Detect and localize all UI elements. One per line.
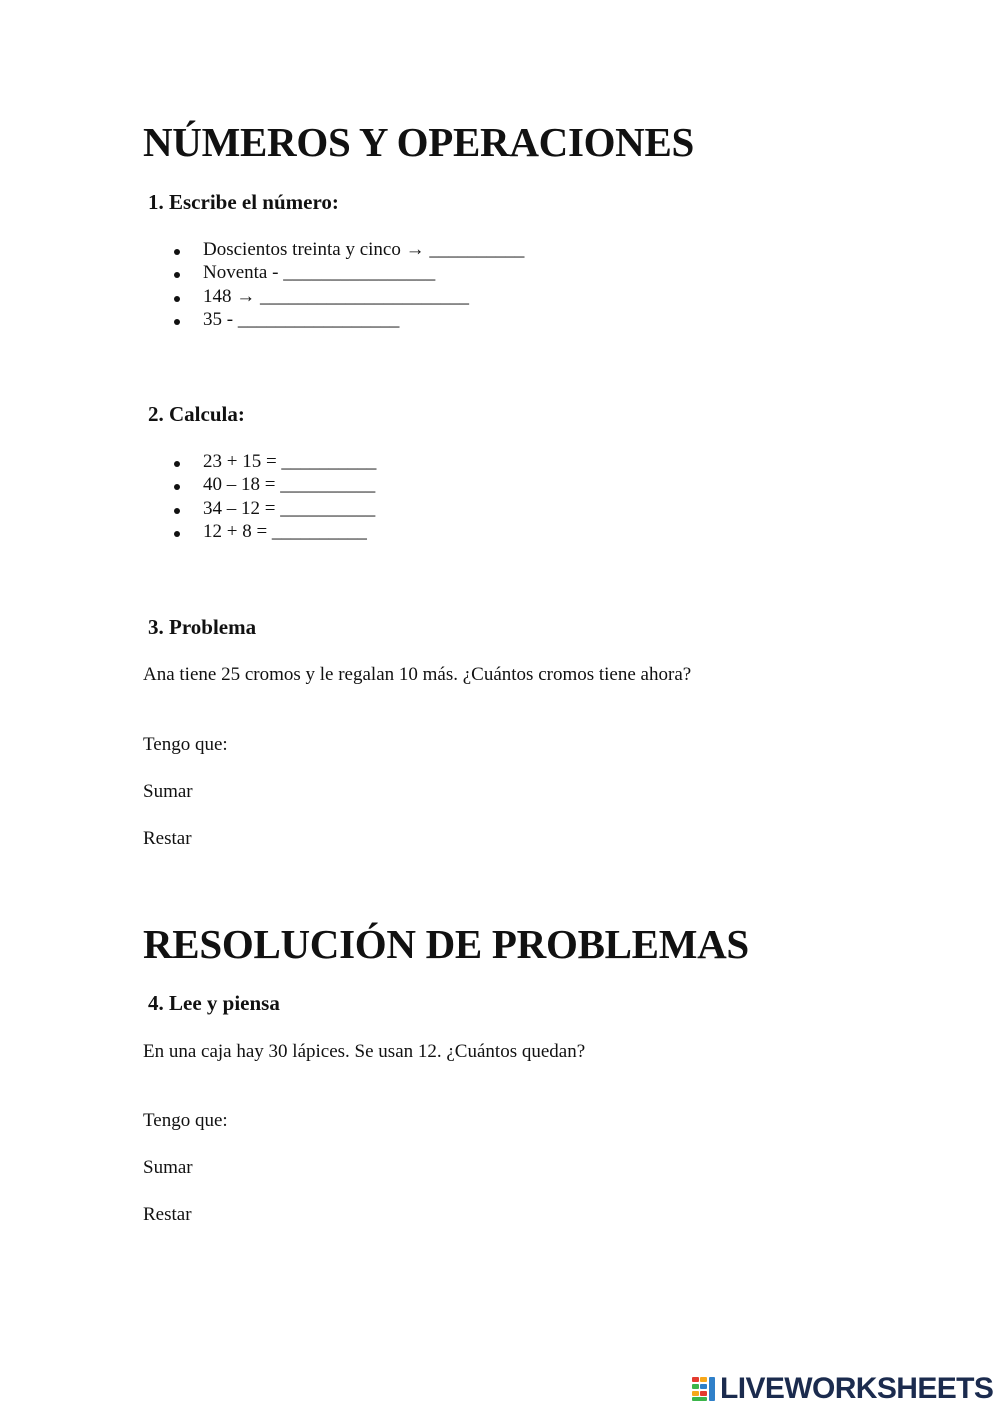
bullet — [174, 484, 180, 490]
list-item: 148 → ______________________ — [203, 286, 469, 307]
logo-wordmark: LIVEWORKSHEETS — [720, 1372, 994, 1405]
list-item: 40 – 18 = __________ — [203, 474, 376, 495]
bullet — [174, 531, 180, 537]
bullet — [174, 461, 180, 467]
liveworksheets-logo-icon — [692, 1376, 716, 1402]
question-2-heading: 2. Calcula: — [148, 402, 245, 426]
problem-statement: En una caja hay 30 lápices. Se usan 12. ¿Cuántos quedan? — [143, 1041, 586, 1062]
problem-statement: Ana tiene 25 cromos y le regalan 10 más. ¿Cuántos cromos tiene ahora? — [143, 664, 692, 685]
option-sumar[interactable]: Sumar — [143, 1157, 193, 1178]
list-item: 12 + 8 = __________ — [203, 521, 367, 542]
bullet — [174, 272, 180, 278]
bullet — [174, 319, 180, 325]
answer-prompt: Tengo que: — [143, 1110, 228, 1131]
question-1-heading: 1. Escribe el número: — [148, 190, 339, 214]
option-restar[interactable]: Restar — [143, 1204, 192, 1225]
question-3-heading: 3. Problema — [148, 615, 257, 639]
bullet — [174, 249, 180, 255]
page-title: NÚMEROS Y OPERACIONES — [143, 119, 695, 165]
list-item: 23 + 15 = __________ — [203, 451, 377, 472]
list-item: Doscientos treinta y cinco → __________ — [203, 239, 525, 260]
question-4-heading: 4. Lee y piensa — [148, 991, 280, 1015]
list-item: 34 – 12 = __________ — [203, 498, 376, 519]
bullet — [174, 296, 180, 302]
list-item: Noventa - ________________ — [203, 262, 436, 283]
bullet — [174, 508, 180, 514]
option-restar[interactable]: Restar — [143, 828, 192, 849]
section-title: RESOLUCIÓN DE PROBLEMAS — [143, 921, 749, 967]
answer-prompt: Tengo que: — [143, 734, 228, 755]
option-sumar[interactable]: Sumar — [143, 781, 193, 802]
list-item: 35 - _________________ — [203, 309, 400, 330]
